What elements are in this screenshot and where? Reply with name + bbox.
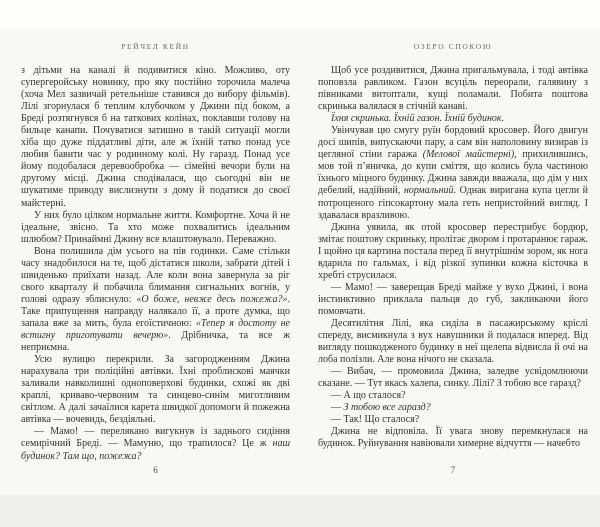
paragraph: Щоб усе роздивитися, Джина пригальмувала, і тоді автівка поповзла равликом. Газон всуціль переорали, галявину з півниками витоптали, кущі поламали. Побита поштова скринька валялася в стічній канаві. [318, 65, 588, 113]
paragraph: — Мамо! — заверещав Бреді майже у вухо Джині, і вона інстинктивно приклала пальця до губ, закликаючи його помовчати. [318, 281, 588, 317]
paragraph: Увінчував цю смугу руїн бордовий кросовер. Його двигун досі шипів, випускаючи пару, а сам він наполовину визирав із цегляної стіни гаража (Мелової майстерні), прихилившись, мов той п’яничка, до купи сміття, що колись була частиною їхнього міцного будинку. Джина завжди вважала, що дім у них дебелий, надійний, нормальний. Однак виригана купа цегли й потрощеного гіпсокартону мала геть непристойний вигляд. І здавалася вразливою. [318, 125, 588, 221]
paragraph: Усю вулицю перекрили. За загородженням Джина нарахувала три поліційні автівки. Їхні проблискові маячки заливали навколишні одноповерхові будинки, схожі як дві краплі, криваво-червоним та синцево-синім миготливим світлом. А далі зачаїлися карета швидкої допомоги й пожежна автівка — вочевидь, бездіяльні. [21, 354, 290, 426]
right-page-number: 7 [450, 465, 456, 475]
paragraph: — Мамо! — перелякано вигукнув із заднього сидіння семирічний Бреді. — Мамуню, що трапилося? Це ж наш будинок? Там що, пожежа? [21, 426, 290, 462]
page-edge-bottom [0, 495, 600, 527]
running-header-author: РЕЙЧЕЛ КЕЙН [121, 42, 190, 51]
paragraph: з дітьми на каналі й подивитися кіно. Можливо, оту супергеройську новинку, про яку постійно торочила малеча (хоча Мел зазвичай ретельніше ставився до вибору фільмів). Лілі згорнулася б теплим клубочком у Джини під боком, а Бреді розтягнувся б на таткових колінах, поклавши голову на бильце канапи. Почуватися затишно в такій ситуації могли хіба що дуже піддатливі діти, але ж їхній татко понад усе любив бавити час у родинному колі. Ну гаразд. Понад усе йому подобалася деревообробка — сімейні вечори були на другому місці. Джина сподівалася, що сьогодні він не шукатиме приводу вислизнути з дому й податися до своєї майстерні. [21, 65, 290, 209]
running-header-title: ОЗЕРО СПОКОЮ [413, 42, 493, 51]
paragraph: — А що сталося? [331, 390, 406, 402]
left-page-number: 6 [153, 465, 158, 475]
paragraph: — Так! Що сталося? [331, 414, 420, 426]
page-edge-top [0, 0, 600, 28]
right-page-text [318, 65, 588, 451]
paragraph: — З тобою все гаразд? [331, 402, 431, 414]
book-spread [0, 28, 600, 495]
left-page-text [21, 65, 290, 463]
left-page [0, 28, 300, 495]
paragraph: Джина уявила, як отой кросовер перестрибує бордюр, змітає поштову скриньку, пролітає двором і протаранює гараж. І щойно ця картина постала перед її внутрішнім зором, як нога вдарила по гальмах, і від різкої зупинки кожна кісточка в хребті струсилася. [318, 221, 588, 281]
paragraph: Десятилітня Лілі, яка сиділа в пасажирському кріслі спереду, висмикнула з вух навушники й подалася вперед. Від вигляду пошкодженого будинку в неї щелепа відвисла й очі на лоба полізли. Але вона нічого не сказала. [318, 317, 588, 366]
paragraph: У них було цілком нормальне життя. Комфортне. Хоча й не ідеальне, звісно. Та хто може похвалитись ідеальним шлюбом? Принаймні Джину все влаштовувало. Переважно. [21, 209, 290, 245]
paragraph: Вона полишила дім усього на пів годинки. Саме стільки часу знадобилося на те, щоб дістатися школи, забрати дітей і швиденько приїхати назад. Але коли вона завернула за ріг свого кварталу й побачила блимання сигнальних вогнів, у голові одразу зблиснуло: «О боже, невже десь пожежа?». Таке припущення направду налякало її, а проте думка, що запала вже за мить, була егоїстичною: «Тепер я достоту не встигну приготувати вечерю». Дрібничка, та все ж неприємна. [21, 245, 290, 354]
paragraph: — Вибач, — промовила Джина, заледве усвідомлюючи сказане. — Тут якась халепа, синку. Лілі? З тобою все гаразд? [318, 366, 588, 390]
paragraph: Їхня скринька. Їхній газон. Їхній будинок. [331, 113, 505, 125]
paragraph: Джина не відповіла. Її увага знову перемкнулася на будинок. Руйнування навіювали химерне відчуття — начебто [318, 426, 588, 450]
right-page [300, 28, 600, 495]
